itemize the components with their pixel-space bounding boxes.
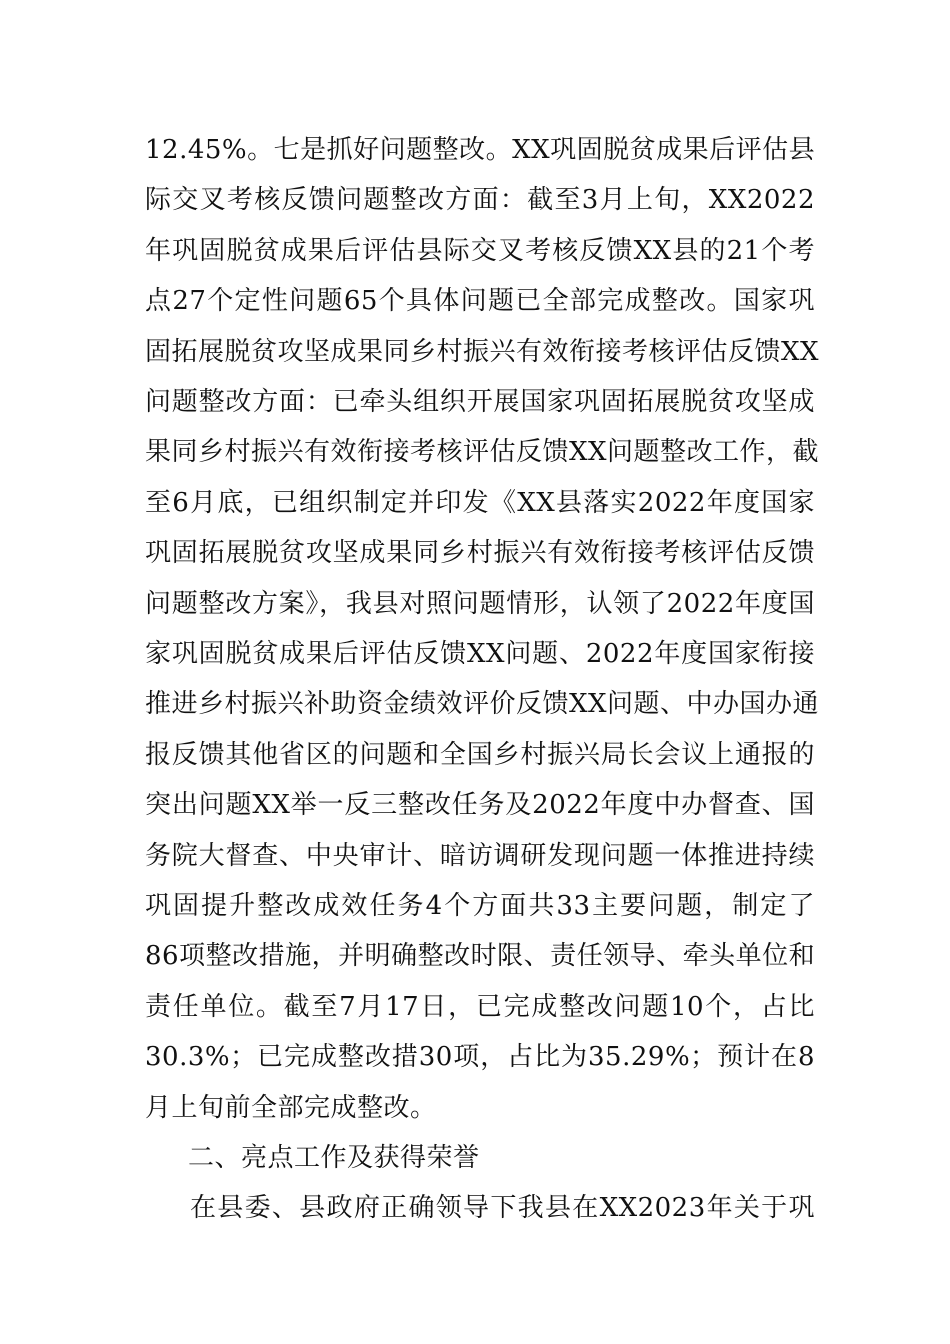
body-text-line: 巩固提升整改成效任务4个方面共33主要问题，制定了 [145, 891, 815, 921]
paragraph-first-line: 在县委、县政府正确领导下我县在XX2023年关于巩 [190, 1193, 815, 1223]
body-text-line: 推进乡村振兴补助资金绩效评价反馈XX问题、中办国办通 [145, 689, 820, 719]
body-text-line: 点27个定性问题65个具体问题已全部完成整改。国家巩 [145, 286, 815, 316]
body-text-line: 巩固拓展脱贫攻坚成果同乡村振兴有效衔接考核评估反馈 [145, 538, 815, 568]
body-text-line: 年巩固脱贫成果后评估县际交叉考核反馈XX县的21个考 [145, 236, 815, 266]
body-text-line: 家巩固脱贫成果后评估反馈XX问题、2022年度国家衔接 [145, 639, 815, 669]
body-text-line: 务院大督查、中央审计、暗访调研发现问题一体推进持续 [145, 841, 815, 871]
section-heading: 二、亮点工作及获得荣誉 [188, 1143, 480, 1173]
body-text-line: 问题整改方案》，我县对照问题情形，认领了2022年度国 [145, 589, 815, 619]
body-text-line: 86项整改措施，并明确整改时限、责任领导、牵头单位和 [145, 941, 816, 971]
body-text-line: 责任单位。截至7月17日，已完成整改问题10个，占比 [145, 992, 815, 1022]
body-text-line: 月上旬前全部完成整改。 [145, 1093, 437, 1123]
body-text-line: 固拓展脱贫攻坚成果同乡村振兴有效衔接考核评估反馈XX [145, 337, 820, 367]
body-text-line: 问题整改方面：已牵头组织开展国家巩固拓展脱贫攻坚成 [145, 387, 815, 417]
body-text-line: 报反馈其他省区的问题和全国乡村振兴局长会议上通报的 [145, 740, 815, 770]
body-text-line: 际交叉考核反馈问题整改方面：截至3月上旬，XX2022 [145, 185, 815, 215]
body-text-line: 突出问题XX举一反三整改任务及2022年度中办督查、国 [145, 790, 815, 820]
body-text-line: 12.45%。七是抓好问题整改。XX巩固脱贫成果后评估县 [145, 135, 816, 165]
body-text-line: 果同乡村振兴有效衔接考核评估反馈XX问题整改工作，截 [145, 437, 820, 467]
body-text-line: 30.3%；已完成整改措30项，占比为35.29%；预计在8 [145, 1042, 815, 1072]
body-text-line: 至6月底，已组织制定并印发《XX县落实2022年度国家 [145, 488, 815, 518]
